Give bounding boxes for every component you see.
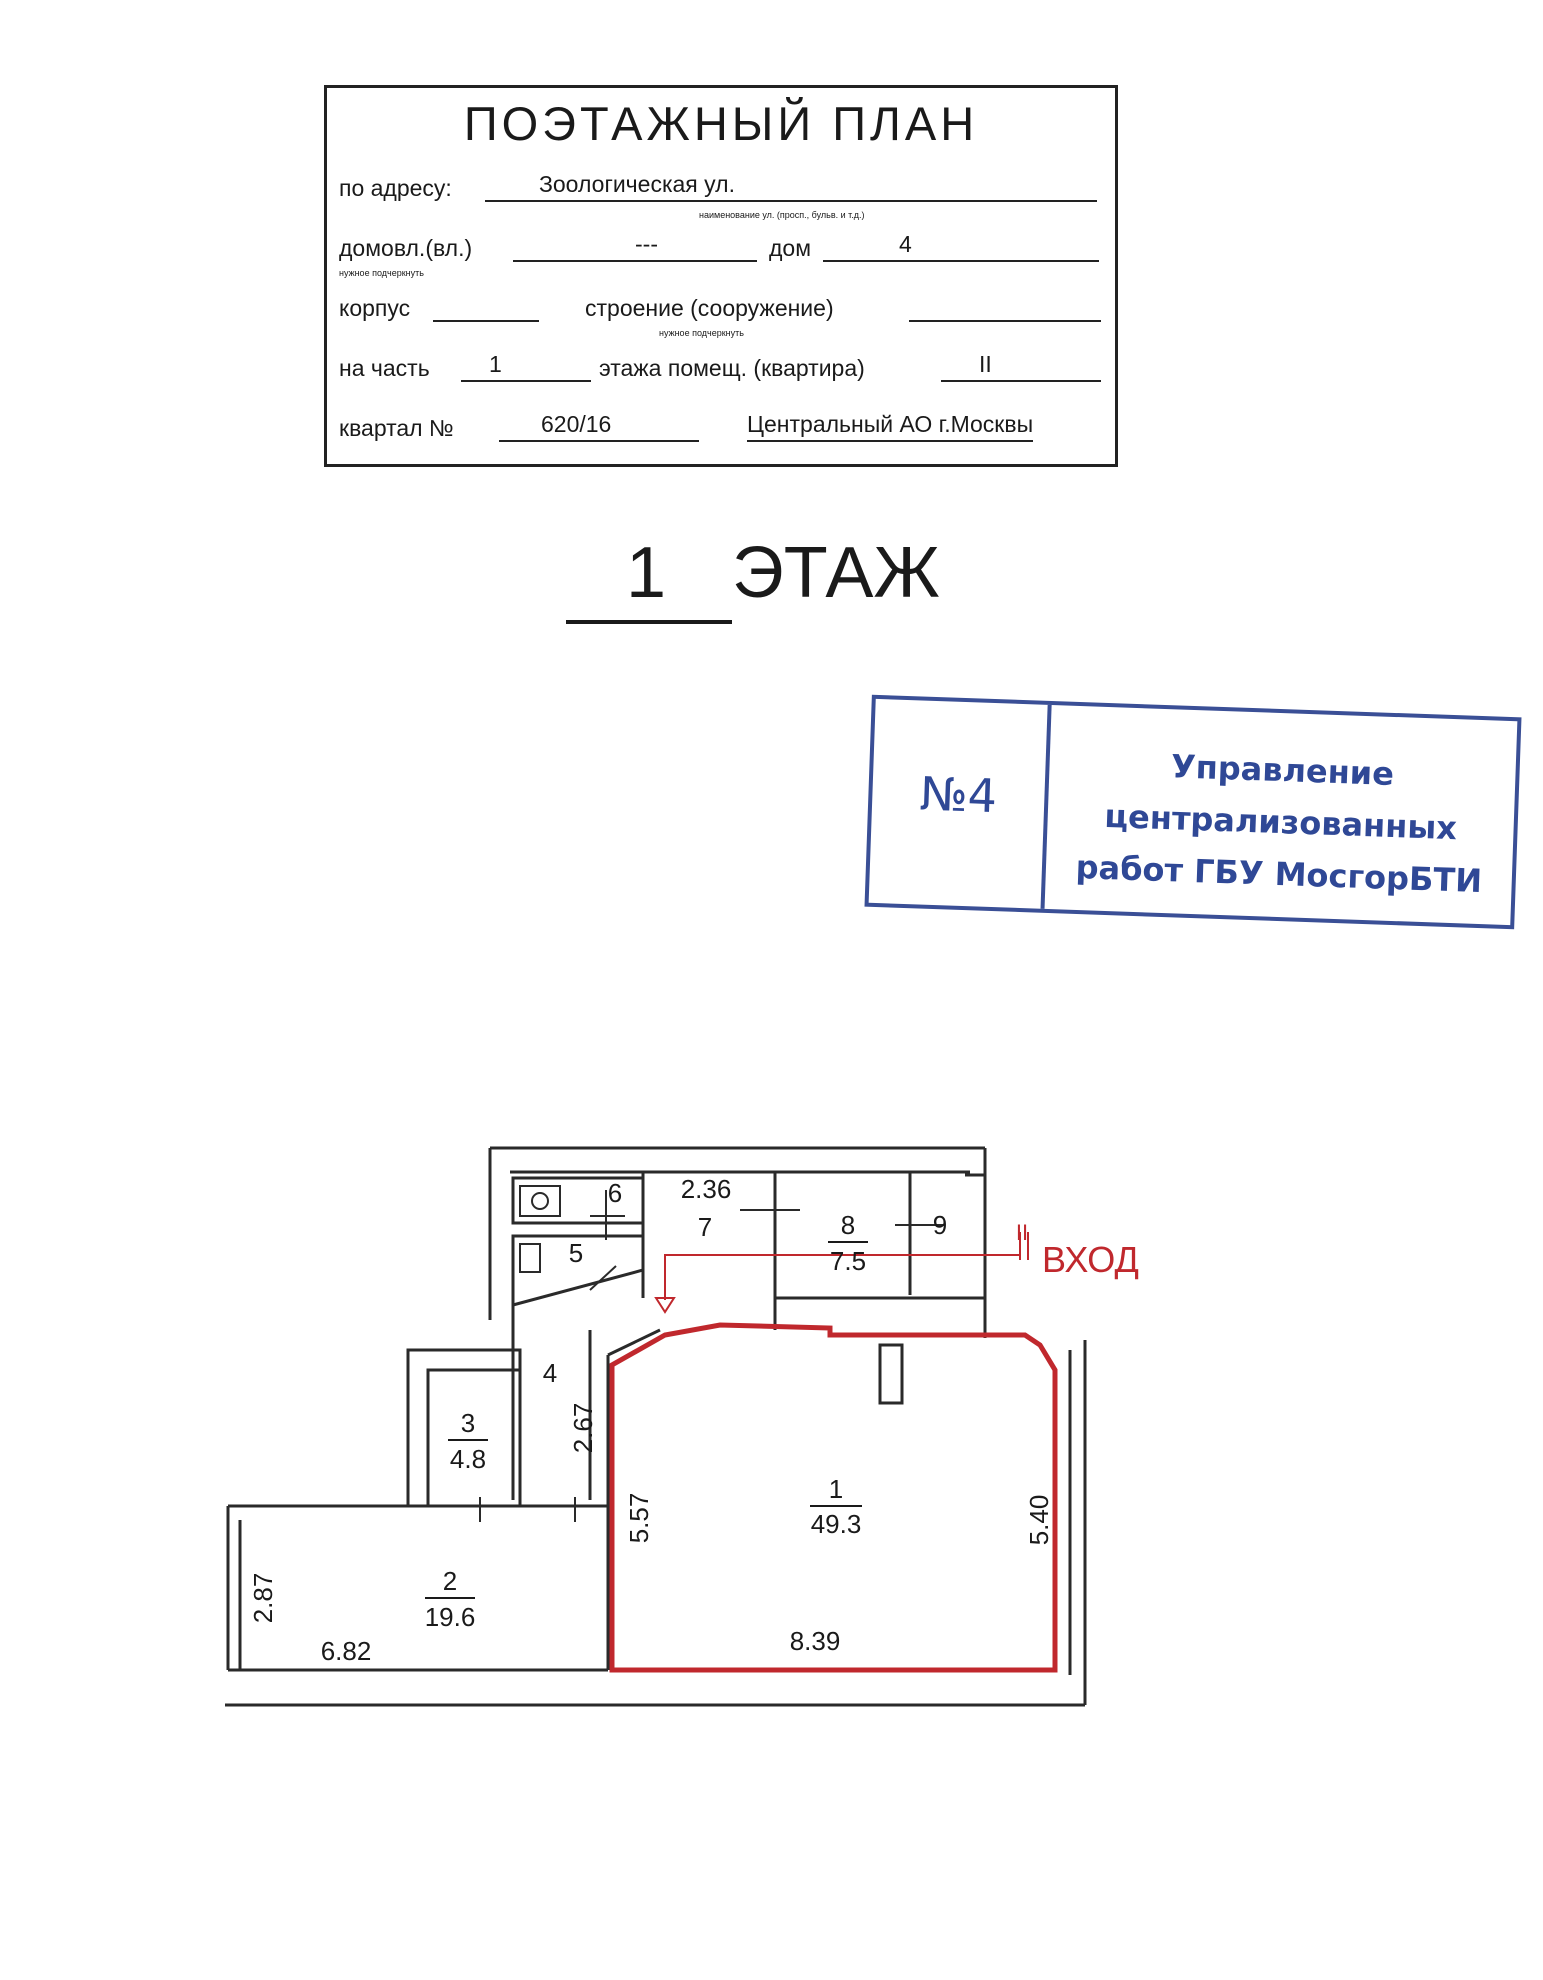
- address-label: по адресу:: [339, 175, 452, 201]
- address-value: Зоологическая ул.: [539, 171, 735, 197]
- dim-room4-height: 2.67: [568, 1402, 598, 1454]
- part-value: 1: [489, 351, 502, 377]
- floor-label: ЭТАЖ: [732, 533, 940, 613]
- document-title: ПОЭТАЖНЫЙ ПЛАН: [463, 97, 979, 150]
- estate-value: ---: [635, 231, 658, 257]
- part-label: на часть: [339, 355, 430, 381]
- room-4-number: 4: [542, 1358, 558, 1388]
- door-marks: [480, 1190, 948, 1522]
- building-hint: нужное подчеркнуть: [659, 328, 744, 338]
- premises-value: II: [979, 351, 992, 377]
- plan-walls: [225, 1148, 1085, 1705]
- stamp-line-2: централизованных: [1103, 796, 1458, 848]
- room-3-number: 3: [460, 1408, 476, 1438]
- room-8-area: 7.5: [829, 1246, 867, 1276]
- room-7-number: 7: [697, 1212, 713, 1242]
- block-value: 620/16: [541, 411, 612, 437]
- entrance-label: ВХОД: [1042, 1239, 1139, 1280]
- room-8-number: 8: [840, 1210, 856, 1240]
- room-5-number: 5: [568, 1238, 584, 1268]
- house-value: 4: [899, 231, 912, 257]
- building-label: строение (сооружение): [585, 295, 834, 321]
- stamp-number: №4: [918, 766, 998, 824]
- stamp-line-1: Управление: [1170, 747, 1395, 793]
- address-hint: наименование ул. (просп., бульв. и т.д.): [699, 210, 865, 220]
- district-value: Центральный АО г.Москвы: [747, 411, 1033, 442]
- toilet-icon-5: [520, 1244, 540, 1272]
- dim-room1-width: 8.39: [789, 1626, 841, 1656]
- room-9-number: 9: [932, 1210, 948, 1240]
- room-2-number: 2: [442, 1566, 458, 1596]
- house-label: дом: [769, 235, 812, 261]
- room-1-number: 1: [828, 1474, 844, 1504]
- corpus-label: корпус: [339, 295, 411, 321]
- stamp-line-3: работ ГБУ МосгорБТИ: [1075, 847, 1483, 901]
- toilet-icon-6: [520, 1186, 560, 1216]
- sanitary-icons: [520, 1186, 560, 1272]
- room-1-area: 49.3: [810, 1509, 862, 1539]
- room-6-number: 6: [607, 1178, 623, 1208]
- estate-label: домовл.(вл.): [339, 235, 473, 261]
- premises-mark: II: [1015, 1220, 1029, 1245]
- floor-premises-label: этажа помещ. (квартира): [599, 355, 865, 381]
- block-label: квартал №: [339, 415, 454, 441]
- dim-room7-width: 2.36: [680, 1174, 732, 1204]
- room-3-area: 4.8: [449, 1444, 487, 1474]
- estate-hint: нужное подчеркнуть: [339, 268, 424, 278]
- dim-room2-width: 6.82: [320, 1636, 372, 1666]
- dim-room1-right: 5.40: [1024, 1494, 1054, 1546]
- floor-number: 1: [625, 533, 667, 613]
- room-2-area: 19.6: [424, 1602, 476, 1632]
- dim-room1-left: 5.57: [624, 1492, 654, 1544]
- dim-room2-left: 2.87: [248, 1572, 278, 1624]
- plan-labels: [248, 1174, 1054, 1666]
